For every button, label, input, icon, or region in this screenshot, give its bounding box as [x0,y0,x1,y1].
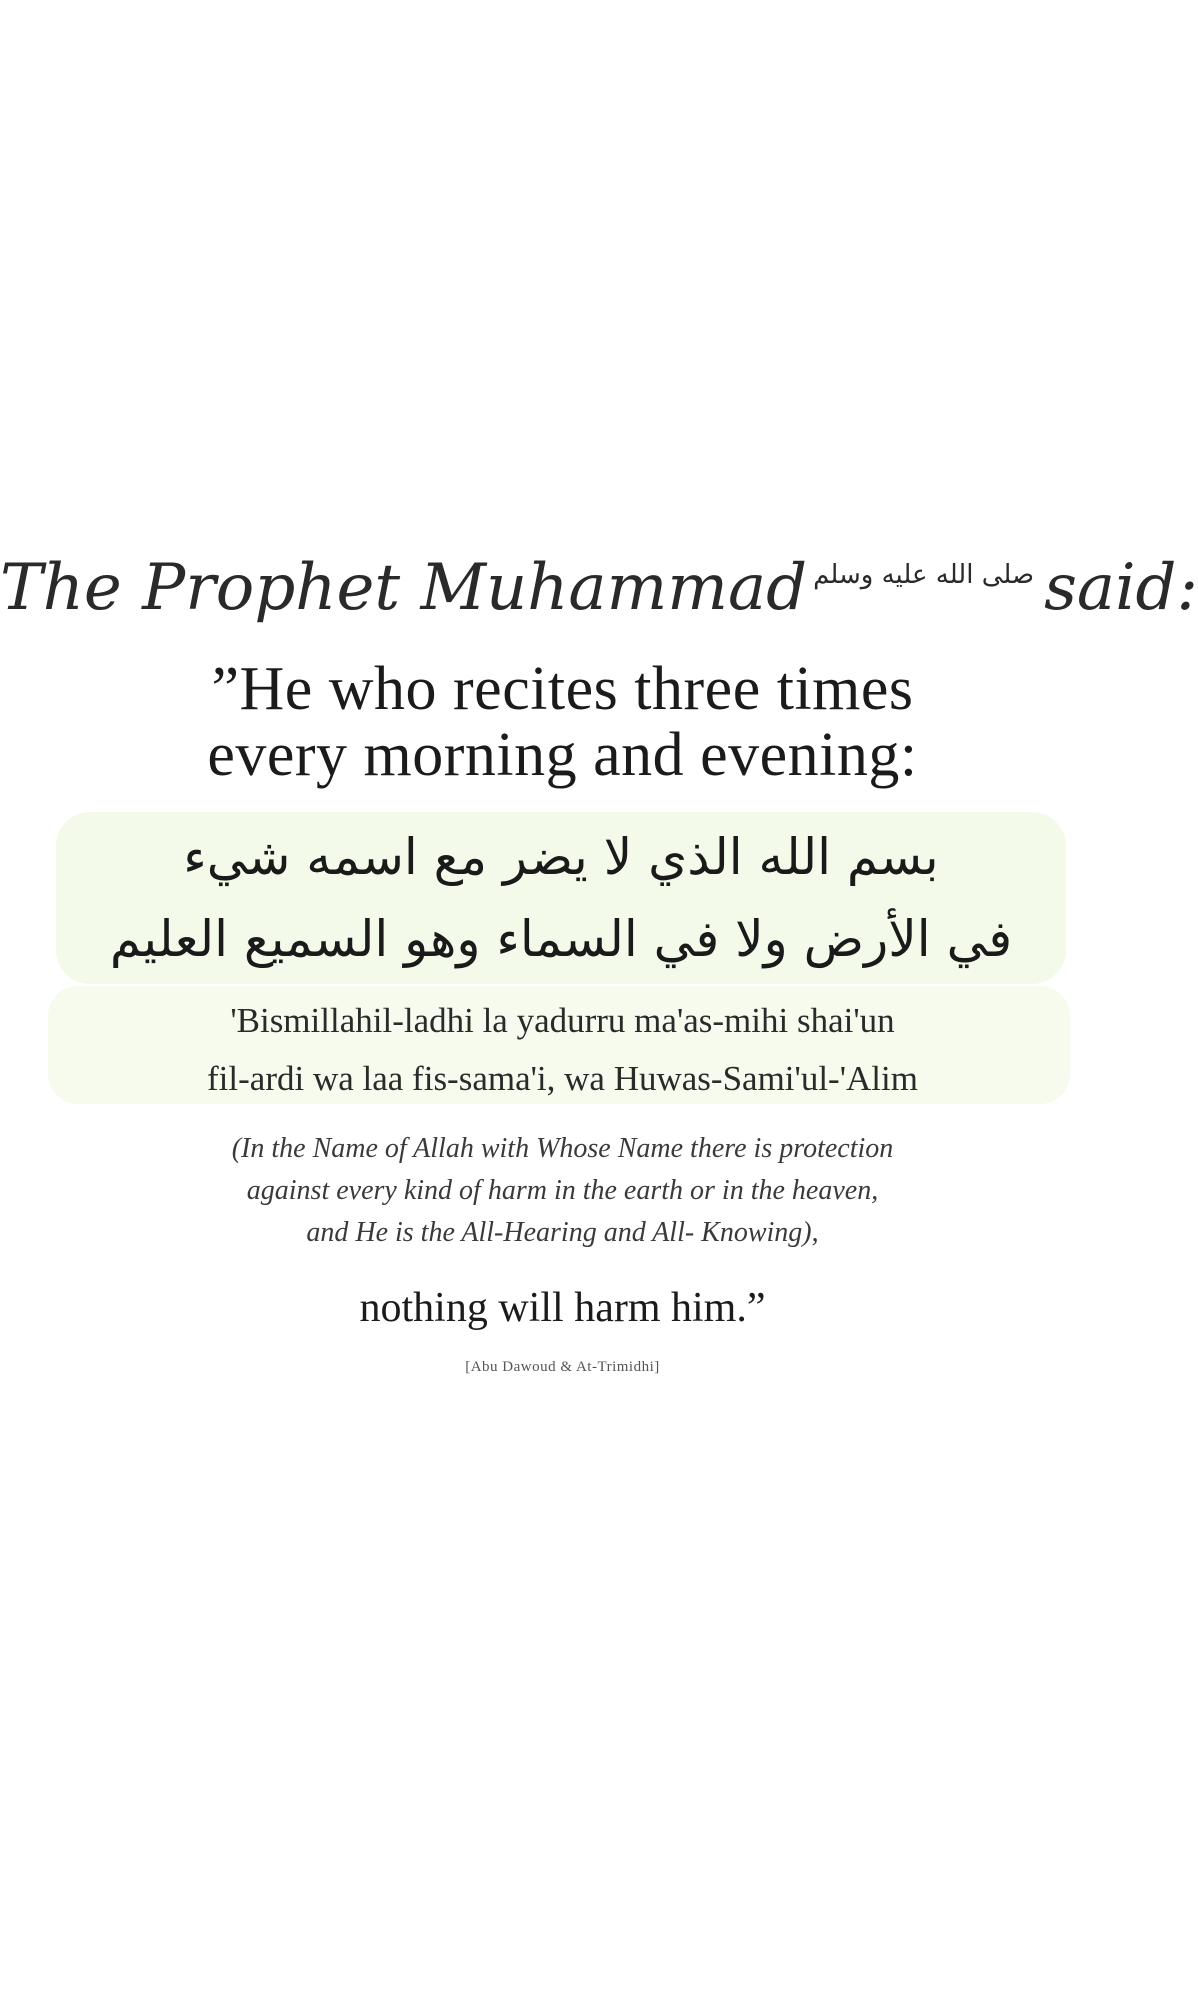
transliteration-line-2: fil-ardi wa laa fis-sama'i, wa Huwas-Sami'ul-'Alim [207,1059,918,1098]
arabic-line-2: في الأرض ولا في السماء وهو السميع العليم [109,910,1013,968]
translation-line-1: (In the Name of Allah with Whose Name there is protection [231,1133,894,1164]
quote-lead [0,656,1125,788]
heading-suffix: said: [1044,551,1198,625]
quote-lead-line-2: every morning and evening: [207,721,918,789]
translation [60,1128,1065,1254]
heading-prefix: The Prophet Muhammad [0,551,808,625]
closing-line: nothing will harm him.” [359,1285,766,1331]
source-citation: [Abu Dawoud & At-Trimidhi] [465,1359,660,1375]
transliteration [40,992,1085,1108]
arabic-supplication [56,816,1066,980]
translation-line-2: against every kind of harm in the earth or in the heaven, [246,1175,879,1206]
transliteration-line-1: 'Bismillahil-ladhi la yadurru ma'as-mihi shai'un [230,1001,895,1040]
translation-line-3: and He is the All-Hearing and All- Knowing), [306,1217,819,1248]
quote-lead-line-1: ”He who recites three times [211,655,914,723]
honorific-calligraphy: صلى الله عليه وسلم [813,560,1035,590]
heading [0,548,1198,628]
arabic-line-1: بسم الله الذي لا يضر مع اسمه شيء [183,828,939,886]
